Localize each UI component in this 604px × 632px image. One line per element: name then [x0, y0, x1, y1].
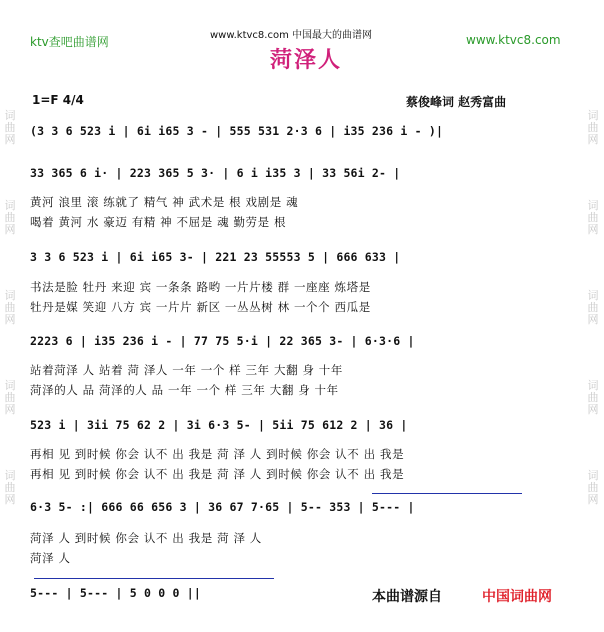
watermark-right-3: 词曲网 [587, 289, 599, 326]
score-line-3-lyric-1: 书法是脸 牡丹 来迎 宾 一条条 路哟 一片片楼 群 一座座 炼塔是 [30, 280, 371, 294]
score-line-6-notes: 6·3 5- :| 666 66 656 3 | 36 67 7·65 | 5-- 353 | 5--- | [30, 500, 415, 514]
score-line-6-lyric-2: 菏泽 人 [30, 551, 71, 565]
score-line-7-notes: 5--- | 5--- | 5 0 0 0 || [30, 586, 201, 600]
score-line-5-lyric-1: 再相 见 到时候 你会 认不 出 我是 菏 泽 人 到时候 你会 认不 出 我是 [30, 447, 405, 461]
score-line-2-notes: 33 365 6 i· | 223 365 5 3· | 6 i i35 3 | 33 56i 2- | [30, 166, 401, 180]
source-site: 中国词曲网 [482, 589, 552, 605]
watermark-left-1: 词曲网 [4, 109, 16, 146]
score-line-5-notes: 523 i | 3ii 75 62 2 | 3i 6·3 5- | 5ii 75 612 2 | 36 | [30, 418, 408, 432]
score-line-6-lyric-1: 菏泽 人 到时候 你会 认不 出 我是 菏 泽 人 [30, 531, 262, 545]
center-site-label: www.ktvc8.com 中国最大的曲谱网 [210, 30, 373, 41]
left-site-label: ktv查吧曲谱网 [30, 35, 109, 49]
watermark-left-2: 词曲网 [4, 199, 16, 236]
watermark-left-3: 词曲网 [4, 289, 16, 326]
credits: 蔡俊峰词 赵秀富曲 [406, 95, 507, 109]
score-line-4-lyric-2: 菏泽的人 品 菏泽的人 品 一年 一个 样 三年 大翻 身 十年 [30, 383, 339, 397]
score-line-4-lyric-1: 站着菏泽 人 站着 菏 泽人 一年 一个 样 三年 大翻 身 十年 [30, 363, 344, 377]
tie-line [34, 578, 274, 579]
source-label: 本曲谱源自 [372, 589, 442, 605]
score-line-2-lyric-1: 黄河 浪里 滚 练就了 精气 神 武术是 根 戏剧是 魂 [30, 195, 299, 209]
score-line-2-lyric-2: 喝着 黄河 水 豪迈 有精 神 不屈是 魂 勤劳是 根 [30, 215, 287, 229]
watermark-left-5: 词曲网 [4, 469, 16, 506]
right-site-label: www.ktvc8.com [466, 33, 561, 47]
song-title: 菏泽人 [270, 47, 343, 73]
watermark-right-2: 词曲网 [587, 199, 599, 236]
score-line-4-notes: 2223 6 | i35 236 i - | 77 75 5·i | 22 365 3- | 6·3·6 | [30, 334, 415, 348]
watermark-right-4: 词曲网 [587, 379, 599, 416]
key-time-signature: 1=F 4/4 [32, 93, 84, 107]
score-line-3-lyric-2: 牡丹是媒 笑迎 八方 宾 一片片 新区 一丛丛树 林 一个个 西瓜是 [30, 300, 371, 314]
score-line-1-notes: (3 3 6 523 i | 6i i65 3 - | 555 531 2·3 6 | i35 236 i - )| [30, 124, 444, 138]
watermark-right-5: 词曲网 [587, 469, 599, 506]
watermark-right-1: 词曲网 [587, 109, 599, 146]
score-line-5-lyric-2: 再相 见 到时候 你会 认不 出 我是 菏 泽 人 到时候 你会 认不 出 我是 [30, 467, 405, 481]
tie-line-2 [372, 493, 522, 494]
watermark-left-4: 词曲网 [4, 379, 16, 416]
score-line-3-notes: 3 3 6 523 i | 6i i65 3- | 221 23 55553 5 | 666 633 | [30, 250, 401, 264]
